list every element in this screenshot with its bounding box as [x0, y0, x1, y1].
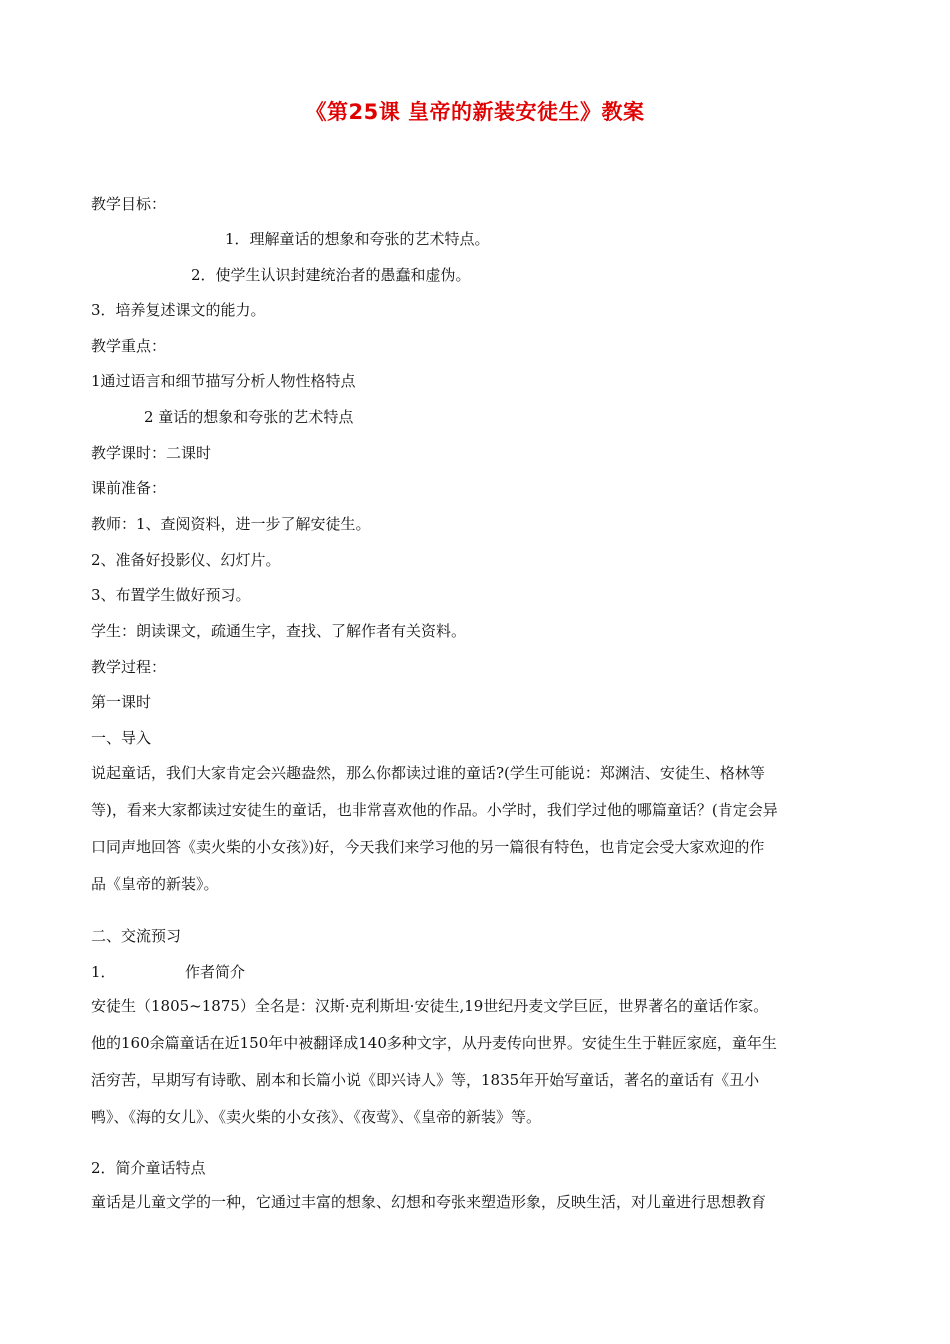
- teacher-prep-2: 2、准备好投影仪、幻灯片。: [91, 551, 281, 569]
- intro-line: 等)，看来大家都读过安徒生的童话，也非常喜欢他的作品。小学时，我们学过他的哪篇童话？(肯定会异: [91, 801, 778, 819]
- process-heading: 教学过程：: [91, 658, 167, 676]
- key-point-1: 1通过语言和细节描写分析人物性格特点: [91, 372, 356, 390]
- intro-line: 说起童话，我们大家肯定会兴趣盎然，那么你都读过谁的童话?(学生可能说：郑渊洁、安徒生、格林等: [91, 764, 765, 782]
- goals-heading: 教学目标：: [91, 195, 167, 213]
- author-line: 鸭》、《海的女儿》、《卖火柴的小女孩》、《夜莺》、《皇帝的新装》等。: [91, 1108, 542, 1126]
- features-line: 童话是儿童文学的一种，它通过丰富的想象、幻想和夸张来塑造形象，反映生活，对儿童进行思想教育: [91, 1193, 767, 1211]
- features-paragraph: [91, 1184, 861, 1221]
- section-2-heading: 二、交流预习: [91, 927, 182, 945]
- document-title: 《第25课 皇帝的新装安徒生》教案: [305, 100, 645, 124]
- student-prep: 学生：朗读课文，疏通生字，查找、了解作者有关资料。: [91, 622, 467, 640]
- intro-line: 口同声地回答《卖火柴的小女孩》)好，今天我们来学习他的另一篇很有特色，也肯定会受大家欢迎的作: [91, 838, 765, 856]
- author-heading: 作者简介: [185, 963, 246, 981]
- teacher-prep-3: 3、布置学生做好预习。: [91, 586, 251, 604]
- key-point-2: 2 童话的想象和夸张的艺术特点: [144, 408, 354, 426]
- key-heading: 教学重点：: [91, 337, 167, 355]
- class-hours: 教学课时：二课时: [91, 444, 212, 462]
- teacher-prep-1: 教师：1、查阅资料，进一步了解安徒生。: [91, 515, 371, 533]
- intro-line: 品《皇帝的新装》。: [91, 875, 219, 893]
- section-1-heading: 一、导入: [91, 729, 152, 747]
- author-number: 1．: [91, 963, 116, 981]
- author-paragraph: [91, 988, 861, 1136]
- author-line: 他的160余篇童话在近150年中被翻译成140多种文字，从丹麦传向世界。安徒生生于鞋匠家庭，童年生: [91, 1034, 777, 1052]
- goal-3: 3．培养复述课文的能力。: [91, 301, 266, 319]
- author-line: 活穷苦，早期写有诗歌、剧本和长篇小说《即兴诗人》等，1835年开始写童话，著名的童话有《丑小: [91, 1071, 760, 1089]
- intro-paragraph: [91, 755, 861, 903]
- prep-heading: 课前准备：: [91, 479, 167, 497]
- author-line: 安徒生（1805~1875）全名是：汉斯·克利斯坦·安徒生,19世纪丹麦文学巨匠，世界著名的童话作家。: [91, 997, 769, 1015]
- goal-2: 2．使学生认识封建统治者的愚蠢和虚伪。: [191, 266, 471, 284]
- features-heading: 2．简介童话特点: [91, 1159, 206, 1177]
- goal-1: 1．理解童话的想象和夸张的艺术特点。: [225, 230, 490, 248]
- lesson-1-heading: 第一课时: [91, 693, 152, 711]
